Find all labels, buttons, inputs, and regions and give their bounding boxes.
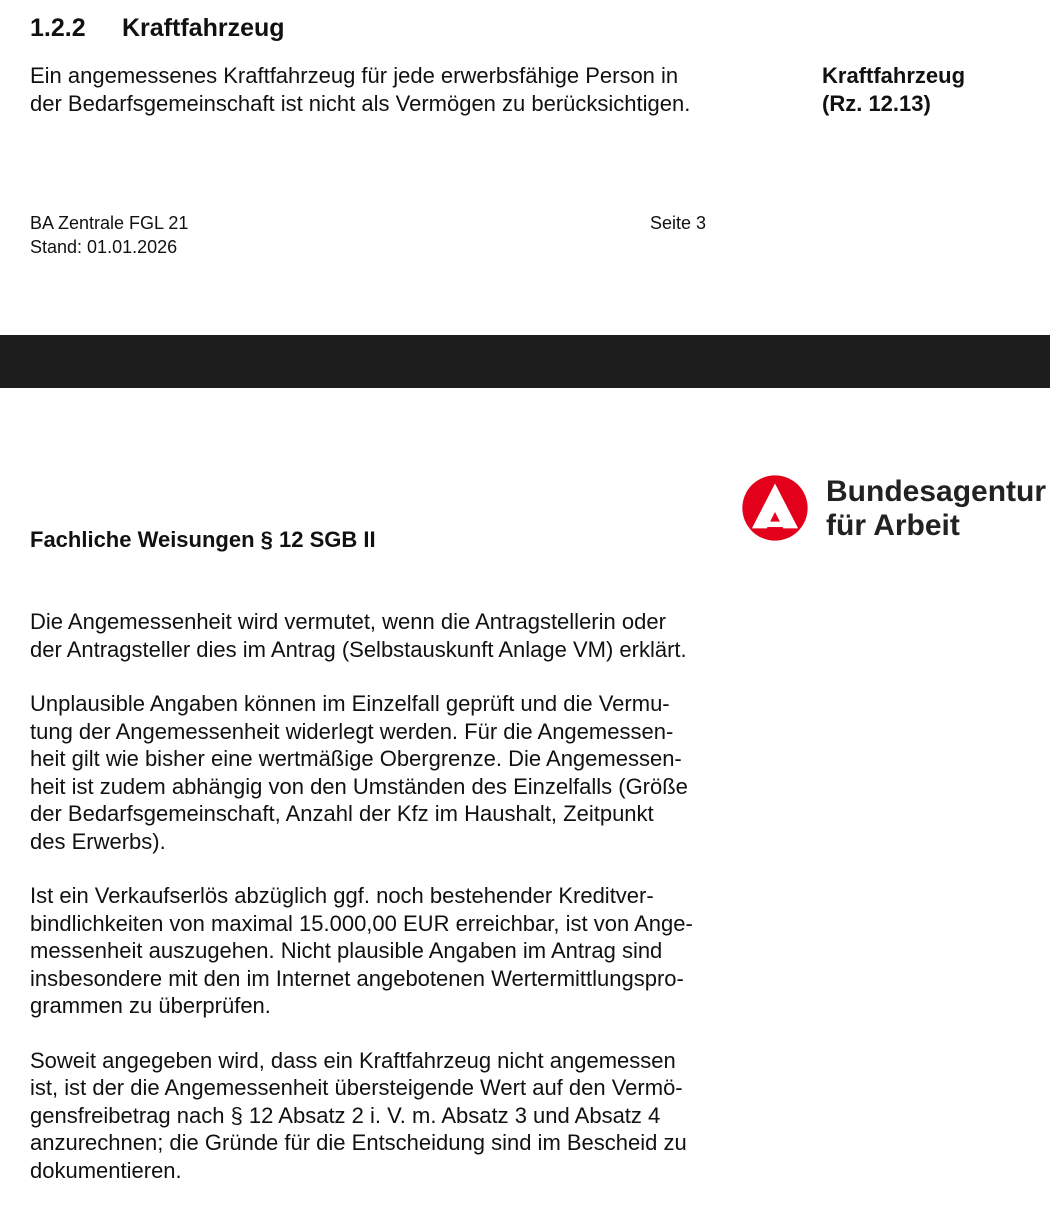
text-line: tung der Angemessenheit widerlegt werden. Für die Angemessen- xyxy=(30,718,674,744)
margin-note-ref: (Rz. 12.13) xyxy=(822,91,931,116)
section-heading xyxy=(30,14,285,43)
page-footer xyxy=(30,211,188,259)
text-line: insbesondere mit den im Internet angebotenen Wertermittlungspro- xyxy=(30,965,684,991)
section-title: Kraftfahrzeug xyxy=(122,14,285,42)
margin-note xyxy=(822,62,965,118)
page-separator xyxy=(0,335,1050,388)
brand-line: Bundesagentur xyxy=(826,475,1047,508)
text-line: des Erwerbs). xyxy=(30,828,166,854)
text-line: Unplausible Angaben können im Einzelfall geprüft und die Vermu- xyxy=(30,691,670,716)
footer-page-number: Seite 3 xyxy=(650,213,707,233)
text-line: anzurechnen; die Gründe für die Entscheidung sind im Bescheid zu xyxy=(30,1130,687,1155)
section-intro xyxy=(30,62,790,118)
paragraph xyxy=(30,608,770,663)
text-line: der Bedarfsgemeinschaft, Anzahl der Kfz im Haushalt, Zeitpunkt xyxy=(30,801,654,826)
document-title: Fachliche Weisungen § 12 SGB II xyxy=(30,527,376,552)
paragraph xyxy=(30,1047,770,1185)
brand-line: für Arbeit xyxy=(826,509,960,542)
body-text xyxy=(30,608,770,1211)
section-number: 1.2.2 xyxy=(30,14,86,42)
paragraph xyxy=(30,690,770,855)
margin-note-title: Kraftfahrzeug xyxy=(822,63,966,88)
text-line: der Antragsteller dies im Antrag (Selbstauskunft Anlage VM) erklärt. xyxy=(30,636,687,662)
text-line: ist, ist der die Angemessenheit übersteigende Wert auf den Vermö- xyxy=(30,1075,683,1100)
ba-logo-icon xyxy=(741,474,809,542)
intro-line: Ein angemessenes Kraftfahrzeug für jede erwerbsfähige Person in xyxy=(30,63,679,88)
text-line: grammen zu überprüfen. xyxy=(30,993,271,1018)
text-line: bindlichkeiten von maximal 15.000,00 EUR erreichbar, ist von Ange- xyxy=(30,910,693,936)
text-line: heit ist zudem abhängig von den Umständen des Einzelfalls (Größe xyxy=(30,773,688,799)
footer-org: BA Zentrale FGL 21 xyxy=(30,213,189,233)
text-line: Soweit angegeben wird, dass ein Kraftfahrzeug nicht angemessen xyxy=(30,1047,676,1073)
intro-line: der Bedarfsgemeinschaft ist nicht als Vermögen zu berücksichtigen. xyxy=(30,91,691,116)
text-line: dokumentieren. xyxy=(30,1157,182,1183)
text-line: heit gilt wie bisher eine wertmäßige Obergrenze. Die Angemessen- xyxy=(30,746,682,771)
text-line: messenheit auszugehen. Nicht plausible Angaben im Antrag sind xyxy=(30,938,663,963)
brand-name xyxy=(826,475,1046,543)
text-line: Ist ein Verkaufserlös abzüglich ggf. noch bestehender Kreditver- xyxy=(30,883,654,908)
text-line: Die Angemessenheit wird vermutet, wenn die Antragstellerin oder xyxy=(30,609,666,634)
footer-date: Stand: 01.01.2026 xyxy=(30,237,178,257)
text-line: gensfreibetrag nach § 12 Absatz 2 i. V. m. Absatz 3 und Absatz 4 xyxy=(30,1102,661,1128)
paragraph xyxy=(30,882,770,1020)
